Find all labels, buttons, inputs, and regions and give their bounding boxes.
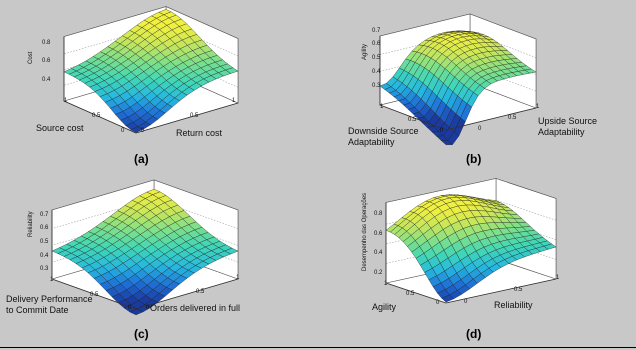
z-axis-label: Cost [28,51,34,64]
z-tick: 0.8 [374,211,383,217]
panel-d [318,175,636,350]
x-axis-label: Source cost [36,123,84,133]
z-tick: 0.3 [372,83,381,89]
z-tick: 0.8 [42,40,51,46]
y-tick: 0.5 [196,289,205,295]
y-tick: 0 [141,128,145,134]
z-axis-label: Reliability [28,211,34,237]
panel-a [0,0,318,175]
z-tick: 0.6 [40,225,49,231]
x-tick: 0.5 [90,292,99,298]
z-tick: 0.2 [374,270,383,276]
y-tick: 1 [536,104,540,110]
y-axis-label: Return cost [176,128,223,138]
surface-plot-c [0,175,318,350]
x-tick: 0.5 [408,117,417,123]
x-tick: 0.5 [406,291,415,297]
z-tick: 0.5 [372,55,381,61]
panel-c [0,175,318,350]
x-axis-label-line2: to Commit Date [6,305,69,315]
z-tick: 0.7 [372,28,381,34]
x-tick: 1 [380,104,384,110]
y-tick: 1 [556,275,560,281]
z-axis-label: Desempenho das Operações [362,192,368,271]
z-tick: 0.4 [372,69,381,75]
z-tick: 0.7 [40,212,49,218]
x-tick: 0 [436,300,440,306]
x-tick: 0 [440,128,444,134]
x-tick: 1 [64,98,68,104]
z-tick: 0.4 [374,250,383,256]
panel-b [318,0,636,175]
z-tick: 0.3 [40,266,49,272]
z-tick: 0.4 [40,253,49,259]
z-tick: 0.6 [372,41,381,47]
z-axis-label: Agility [362,43,368,60]
y-axis-label-line1: Upside Source [538,116,598,126]
panel-caption: (d) [466,327,482,341]
bottom-rule [0,347,636,348]
y-tick: 0 [478,126,482,132]
surface-plot-a [0,0,318,175]
y-axis-label: Orders delivered in full [150,303,241,313]
y-tick: 1 [236,275,240,281]
x-tick: 1 [50,277,54,283]
z-tick: 0.6 [374,231,383,237]
y-tick: 0 [146,305,150,311]
z-tick: 0.6 [42,58,51,64]
surface-plot-b [318,0,636,175]
x-tick: 1 [384,281,388,287]
x-tick: 0 [128,305,132,311]
panel-caption: (b) [466,152,482,166]
z-tick: 0.5 [40,239,49,245]
panel-caption: (c) [134,327,149,341]
panel-caption: (a) [134,152,149,166]
x-axis-label-line1: Delivery Performance [6,294,93,304]
z-tick: 0.4 [42,77,51,83]
x-axis-label-line1: Downside Source [348,126,419,136]
x-tick: 0.5 [92,113,101,119]
y-tick: 0 [464,299,468,305]
y-axis-label-line2: Adaptability [538,127,585,137]
y-tick: 0.5 [190,113,199,119]
x-tick: 0 [121,128,125,134]
y-tick: 1 [232,98,236,104]
y-tick: 0.5 [514,287,523,293]
x-axis-label-line2: Adaptability [348,137,395,147]
y-tick: 0.5 [508,115,517,121]
y-axis-label: Reliability [494,300,533,310]
x-axis-label: Agility [372,302,397,312]
